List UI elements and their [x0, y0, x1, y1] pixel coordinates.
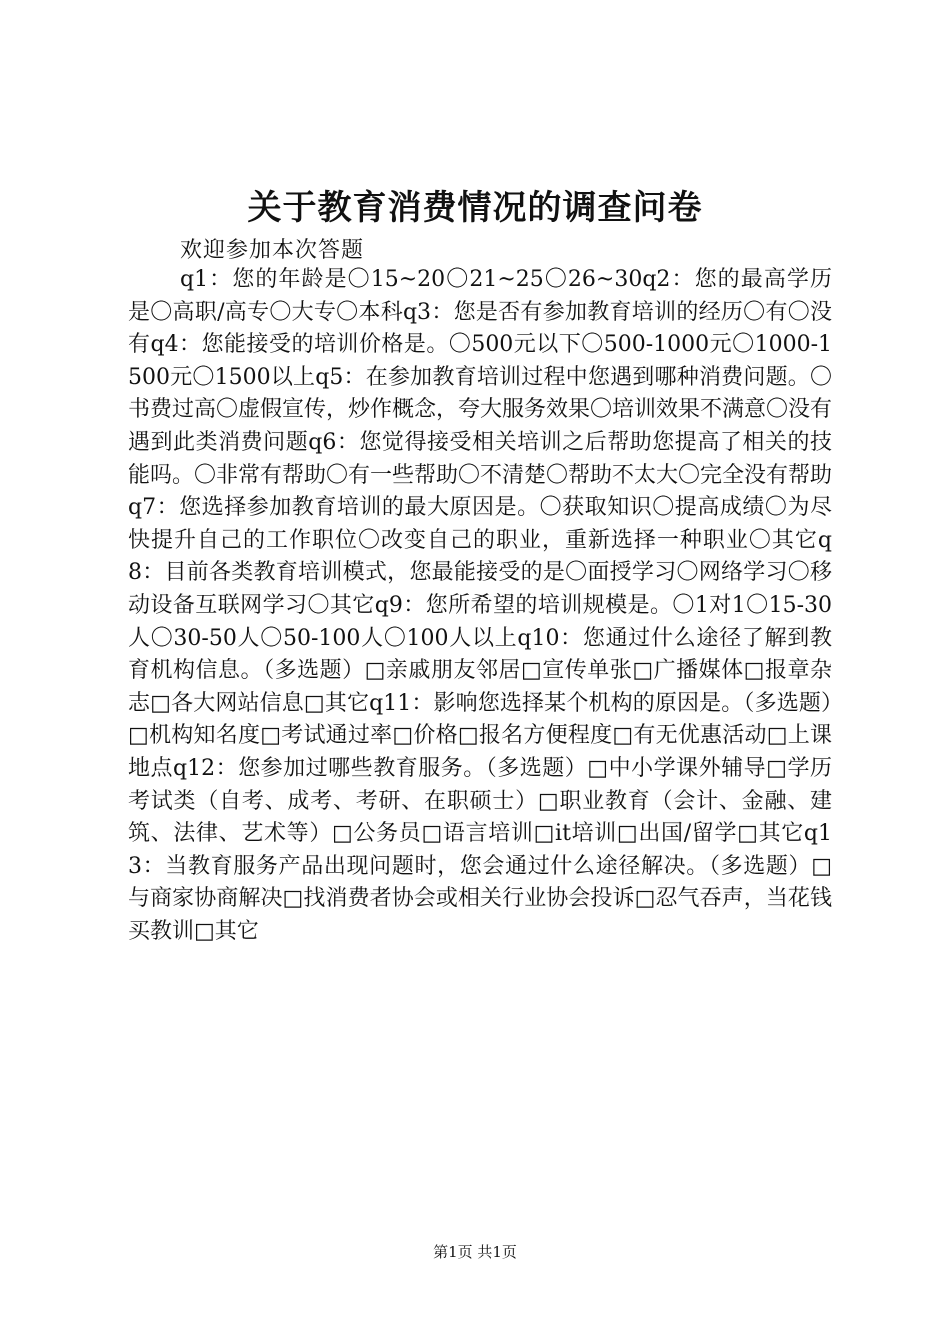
document-title: 关于教育消费情况的调查问卷	[247, 188, 703, 228]
questionnaire-body: q1：您的年龄是〇15~20〇21~25〇26~30q2：您的最高学历是〇高职/高专〇大专〇本科q3：您是否有参加教育培训的经历〇有〇没有q4：您能接受的培训价格是。〇500元以下〇500-1000元〇1000-1500元〇1500以上q5：在参加教育培训过程中您遇到哪种消费问题。〇书费过高〇虚假宣传，炒作概念，夸大服务效果〇培训效果不满意〇没有遇到此类消费问题q6：您觉得接受相关培训之后帮助您提高了相关的技能吗。〇非常有帮助〇有一些帮助〇不清楚〇帮助不太大〇完全没有帮助q7：您选择参加教育培训的最大原因是。〇获取知识〇提高成绩〇为尽快提升自己的工作职位〇改变自己的职业，重新选择一种职业〇其它q8：目前各类教育培训模式，您最能接受的是〇面授学习〇网络学习〇移动设备互联网学习〇其它q9：您所希望的培训规模是。〇1对1〇15-30人〇30-50人〇50-100人〇100人以上q10：您通过什么途径了解到教育机构信息。（多选题）□亲戚朋友邻居□宣传单张□广播媒体□报章杂志□各大网站信息□其它q11：影响您选择某个机构的原因是。（多选题）□机构知名度□考试通过率□价格□报名方便程度□有无优惠活动□上课地点q12：您参加过哪些教育服务。（多选题）□中小学课外辅导□学历考试类（自考、成考、考研、在职硕士）□职业教育（会计、金融、建筑、法律、艺术等）□公务员□语言培训□it培训□出国/留学□其它q13：当教育服务产品出现问题时，您会通过什么途径解决。（多选题）□与商家协商解决□找消费者协会或相关行业协会投诉□忍气吞声，当花钱买教训□其它	[128, 267, 833, 944]
welcome-text: 欢迎参加本次答题	[180, 238, 365, 263]
page-footer: 第1页 共1页	[433, 1243, 517, 1261]
